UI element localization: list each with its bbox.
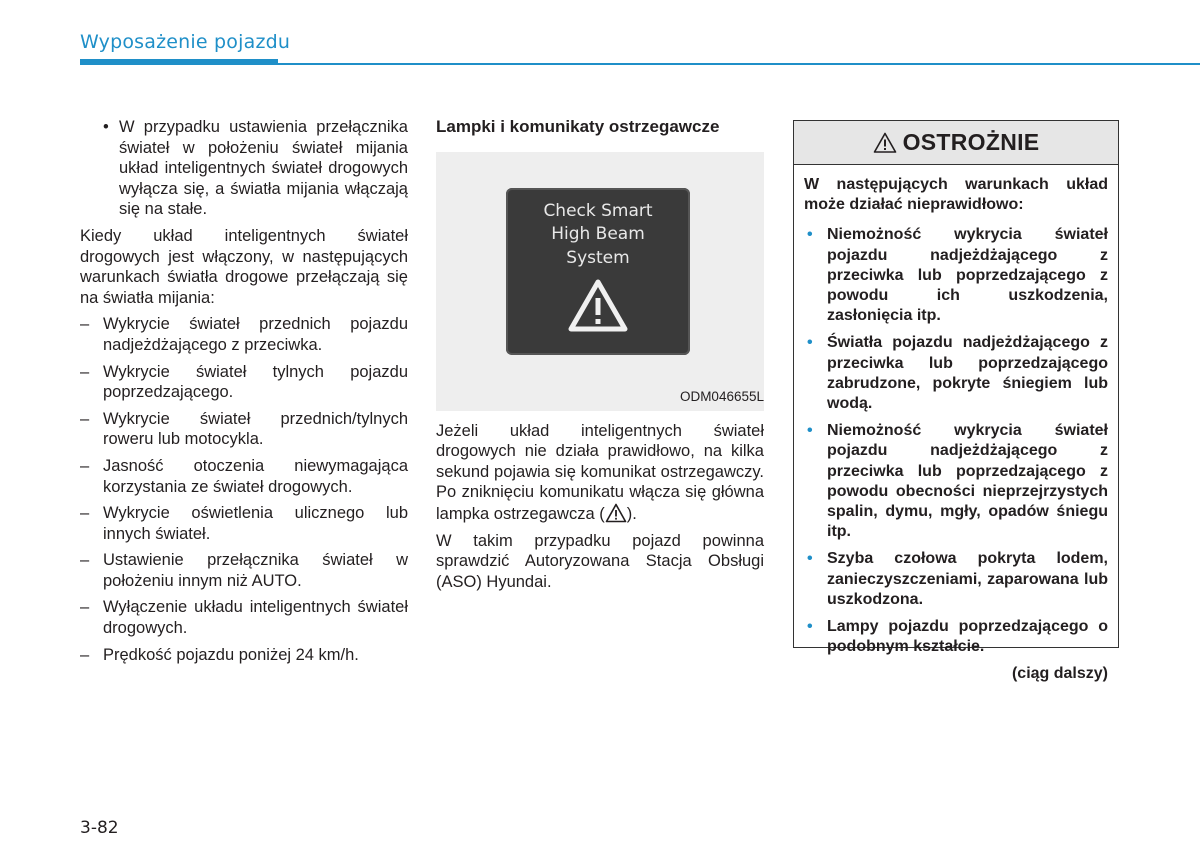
bullet-mark: • [807, 550, 813, 568]
list-item-text: Jasność otoczenia niewymagająca korzystania ze świateł drogowych. [103, 456, 408, 496]
section-heading: Lampki i komunikaty ostrzegawcze [436, 117, 720, 136]
list-item [80, 597, 408, 638]
list-item [804, 421, 1108, 542]
paragraph-text: ). [626, 504, 637, 523]
figure-warning-display [436, 152, 764, 411]
dash-mark: – [80, 456, 90, 475]
list-item-text: Wykrycie świateł przednich/tylnych roweru lub motocykla. [103, 409, 408, 449]
page-number: 3-82 [80, 818, 119, 838]
bullet-mark: • [103, 118, 109, 136]
list-item-text: Światła pojazdu nadjeżdżającego z przeciwka lub poprzedzającego zabrudzone, pokryte śniegiem lub wodą. [827, 334, 1108, 413]
paragraph-text: Jeżeli układ inteligentnych świateł drogowych nie działa prawidłowo, na kilka sekund pojawia się komunikat ostrzegawczy. Po zniknięciu komunikatu włącza się główna lampka ostrzegawcza ( [436, 421, 764, 523]
intro-paragraph: Kiedy układ inteligentnych świateł drogowych jest włączony, w następujących warunkach światła drogowe przełączają się na światła mijania: [80, 226, 408, 307]
section-title: Wyposażenie pojazdu [80, 31, 291, 53]
body-paragraph [436, 421, 764, 525]
list-item [80, 362, 408, 403]
dash-mark: – [80, 598, 90, 617]
bullet-text: W przypadku ustawienia przełącznika świateł w położeniu świateł mijania układ inteligentnych świateł drogowych wyłącza się, a światła mijania włączają się na stałe. [119, 118, 408, 219]
header-divider [80, 63, 1200, 65]
dash-mark: – [80, 645, 90, 664]
list-item [80, 409, 408, 450]
display-line: System [566, 247, 630, 268]
condition-list [80, 314, 408, 665]
bullet-item [80, 117, 408, 220]
list-item-text: Wykrycie świateł tylnych pojazdu poprzedzającego. [103, 362, 408, 402]
display-line: Check Smart [543, 200, 653, 221]
list-item-text: Wykrycie oświetlenia ulicznego lub innych świateł. [103, 504, 408, 543]
caution-box [793, 120, 1119, 683]
bullet-mark: • [807, 226, 813, 244]
dash-mark: – [80, 315, 90, 334]
list-item [80, 314, 408, 355]
caution-body [794, 165, 1118, 685]
list-item [80, 456, 408, 497]
list-item [804, 549, 1108, 610]
dash-mark: – [80, 551, 90, 570]
body-paragraph: W takim przypadku pojazd powinna sprawdzić Autoryzowana Stacja Obsługi (ASO) Hyundai. [436, 531, 764, 591]
continued-note: (ciąg dalszy) [1011, 665, 1108, 683]
left-column [80, 117, 408, 671]
list-item-text: Niemożność wykrycia świateł pojazdu nadjeżdżającego z przeciwka lub poprzedzającego z powodu obecności nieprzejrzystych spalin, dymu, mgły, opadów śniegu itp. [827, 422, 1108, 541]
caution-intro: W następujących warunkach układ może działać nieprawidłowo: [804, 176, 1108, 214]
list-item [804, 617, 1108, 657]
list-item [80, 503, 408, 544]
bullet-mark: • [807, 334, 813, 352]
caution-list [804, 225, 1108, 657]
cluster-display-panel [506, 188, 690, 355]
dash-mark: – [80, 362, 90, 381]
list-item-text: Wyłączenie układu inteligentnych świateł drogowych. [103, 598, 408, 638]
list-item-text: Niemożność wykrycia świateł pojazdu nadjeżdżającego z przeciwka lub poprzedzającego z powodu ich uszkodzenia, zasłonięcia itp. [827, 226, 1108, 325]
list-item [80, 645, 408, 666]
display-message [506, 200, 690, 271]
display-line: High Beam [551, 224, 645, 245]
caution-title: OSTROŻNIE [902, 129, 1040, 155]
list-item-text: Ustawienie przełącznika świateł w położeniu innym niż AUTO. [103, 551, 408, 590]
list-item [804, 225, 1108, 326]
list-item [80, 550, 408, 591]
middle-column [436, 117, 764, 592]
list-item-text: Prędkość pojazdu poniżej 24 km/h. [103, 645, 359, 664]
dash-mark: – [80, 409, 90, 428]
warning-triangle-icon [605, 503, 627, 523]
figure-code: ODM046655L [679, 389, 764, 404]
bullet-mark: • [807, 422, 813, 440]
warning-triangle-icon [873, 132, 897, 154]
warning-triangle-icon [567, 278, 629, 334]
bullet-mark: • [807, 618, 813, 636]
list-item [804, 333, 1108, 414]
caution-header [794, 121, 1118, 165]
list-item-text: Szyba czołowa pokryta lodem, zanieczyszczeniami, zaparowana lub uszkodzona. [827, 550, 1108, 608]
list-item-text: Lampy pojazdu poprzedzającego o podobnym kształcie. [827, 618, 1108, 656]
list-item-text: Wykrycie świateł przednich pojazdu nadjeżdżającego z przeciwka. [103, 315, 408, 354]
dash-mark: – [80, 504, 90, 523]
